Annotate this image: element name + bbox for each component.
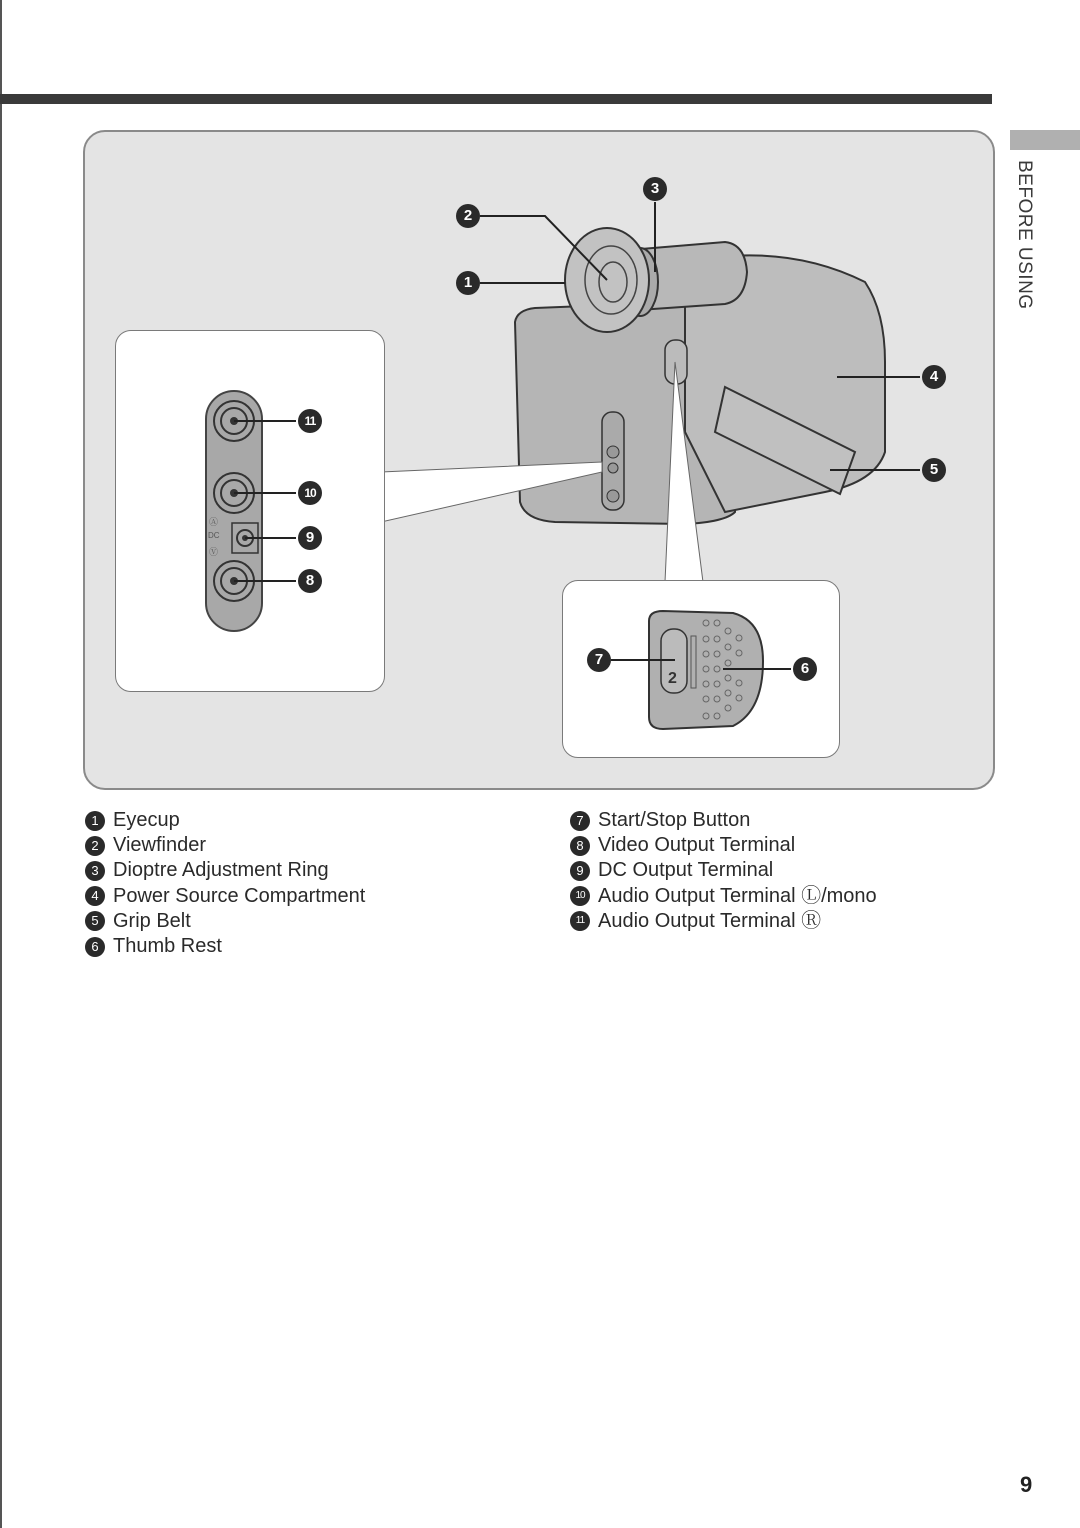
grip-inset — [562, 580, 840, 758]
number-badge: 4 — [85, 886, 105, 906]
number-badge: 3 — [85, 861, 105, 881]
section-label: BEFORE USING — [1014, 160, 1035, 310]
legend-item — [570, 909, 877, 934]
legend-text: Video Output Terminal — [598, 834, 796, 857]
parts-legend-right — [570, 808, 877, 934]
legend-item — [85, 884, 365, 909]
number-badge: 9 — [570, 861, 590, 881]
legend-item — [570, 884, 877, 909]
callout-8: 8 — [298, 569, 322, 593]
callout-7: 7 — [587, 648, 611, 672]
legend-item — [570, 858, 877, 883]
parts-legend-left — [85, 808, 365, 959]
callout-1: 1 — [456, 271, 480, 295]
number-badge: 7 — [570, 811, 590, 831]
terminal-panel-illustration — [116, 331, 384, 691]
callout-6: 6 — [793, 657, 817, 681]
callout-2: 2 — [456, 204, 480, 228]
panel-label-dc: DC — [208, 531, 220, 540]
callout-10: 10 — [298, 481, 322, 505]
legend-text: Start/Stop Button — [598, 809, 751, 831]
number-badge: 2 — [85, 836, 105, 856]
callout-9: 9 — [298, 526, 322, 550]
header-rule — [0, 94, 992, 104]
legend-text: DC Output Terminal — [598, 859, 774, 882]
page-edge — [0, 0, 2, 1528]
section-tab-marker — [1010, 130, 1080, 150]
button-number: 2 — [668, 670, 677, 687]
legend-item — [85, 858, 365, 883]
number-badge: 5 — [85, 911, 105, 931]
legend-text: Audio Output Terminal Ⓡ — [598, 909, 822, 932]
legend-text: Dioptre Adjustment Ring — [113, 859, 329, 882]
legend-item — [85, 808, 365, 833]
callout-3: 3 — [643, 177, 667, 201]
legend-text: Grip Belt — [113, 909, 191, 932]
legend-text: Audio Output Terminal Ⓛ/mono — [598, 884, 877, 907]
legend-item — [85, 934, 365, 959]
legend-text: Viewfinder — [113, 834, 207, 857]
callout-11: 11 — [298, 409, 322, 433]
camcorder-figure — [83, 130, 995, 790]
legend-text: Power Source Compartment — [113, 884, 366, 907]
number-badge: 8 — [570, 836, 590, 856]
number-badge: 1 — [85, 811, 105, 831]
number-badge: 11 — [570, 911, 590, 931]
legend-item — [85, 833, 365, 858]
panel-label-a: Ⓐ — [209, 517, 219, 527]
legend-text: Thumb Rest — [113, 934, 222, 957]
legend-item — [570, 833, 877, 858]
number-badge: 6 — [85, 937, 105, 957]
legend-text: Eyecup — [113, 809, 180, 831]
number-badge: 10 — [570, 886, 590, 906]
callout-5: 5 — [922, 458, 946, 482]
legend-item — [85, 909, 365, 934]
terminal-inset — [115, 330, 385, 692]
page-number: 9 — [1020, 1472, 1033, 1497]
legend-item — [570, 808, 877, 833]
callout-4: 4 — [922, 365, 946, 389]
panel-label-v: Ⓥ — [209, 547, 219, 557]
